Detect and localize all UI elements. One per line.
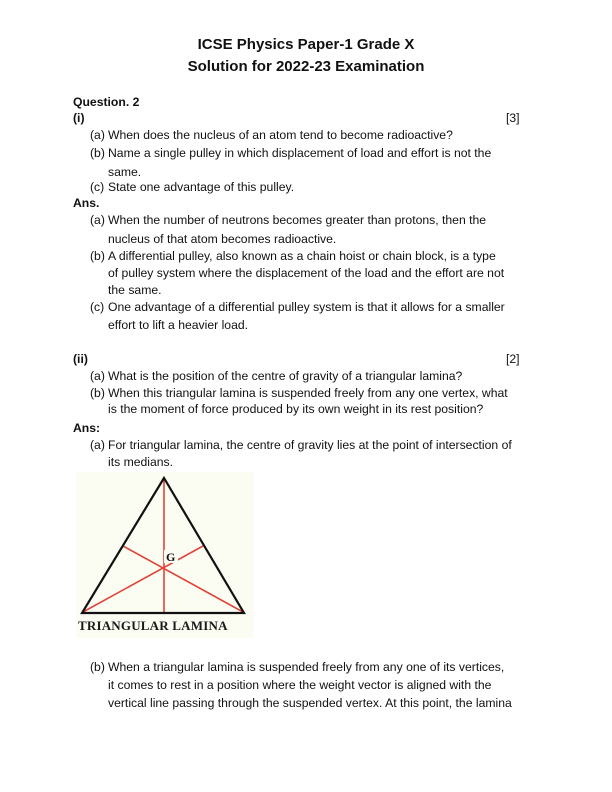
part-i-label: (i)	[73, 111, 85, 125]
centroid-label: G	[166, 550, 176, 564]
answer-i-c	[90, 299, 505, 316]
item-label: (b)	[90, 386, 105, 400]
question-i-b-cont: same.	[108, 165, 142, 179]
item-text: When this triangular lamina is suspended freely from any one vertex, what	[108, 386, 508, 400]
item-label: (c)	[90, 300, 105, 314]
item-label: (a)	[90, 369, 105, 383]
triangle-outline	[82, 478, 244, 613]
answer-ii-b-cont1: it comes to rest in a position where the weight vector is aligned with the	[108, 678, 492, 692]
answer-label-ii: Ans:	[73, 421, 101, 435]
question-i-a	[90, 127, 453, 144]
part-ii-marks: [2]	[506, 352, 520, 366]
answer-label-i: Ans.	[73, 196, 100, 210]
answer-i-b	[90, 248, 496, 265]
item-text: When does the nucleus of an atom tend to become radioactive?	[108, 128, 453, 142]
item-text: Name a single pulley in which displacement of load and effort is not the	[108, 146, 492, 160]
item-label: (a)	[90, 438, 105, 452]
document-subtitle: Solution for 2022-23 Examination	[187, 58, 425, 75]
answer-i-b-cont1: of pulley system where the displacement of the load and the effort are not	[108, 266, 505, 280]
document-title: ICSE Physics Paper-1 Grade X	[197, 36, 415, 53]
triangular-lamina-figure	[76, 472, 254, 638]
question-ii-a	[90, 368, 462, 385]
question-heading: Question. 2	[73, 95, 140, 109]
answer-ii-b-cont2: vertical line passing through the suspended vertex. At this point, the lamina	[108, 696, 512, 710]
item-label: (b)	[90, 146, 105, 160]
item-text: State one advantage of this pulley.	[108, 180, 295, 194]
median-line	[83, 546, 203, 612]
part-i-marks: [3]	[506, 111, 520, 125]
answer-i-a-cont: nucleus of that atom becomes radioactive.	[108, 232, 337, 246]
question-ii-b	[90, 385, 508, 402]
question-i-c	[90, 179, 294, 196]
figure-caption: TRIANGULAR LAMINA	[78, 618, 228, 633]
item-text: One advantage of a differential pulley system is that it allows for a smaller	[108, 300, 505, 314]
item-text: When a triangular lamina is suspended freely from any one of its vertices,	[108, 660, 505, 674]
item-text: A differential pulley, also known as a chain hoist or chain block, is a type	[108, 249, 496, 263]
item-label: (c)	[90, 180, 105, 194]
answer-ii-b	[90, 659, 504, 676]
answer-ii-a-cont: its medians.	[108, 455, 174, 469]
answer-i-a	[90, 212, 486, 229]
answer-ii-a	[90, 437, 512, 454]
item-text: What is the position of the centre of gravity of a triangular lamina?	[108, 369, 463, 383]
answer-i-b-cont2: the same.	[108, 283, 162, 297]
item-text: For triangular lamina, the centre of gravity lies at the point of intersection of	[108, 438, 512, 452]
question-ii-b-cont: is the moment of force produced by its own weight in its rest position?	[108, 402, 484, 416]
item-label: (b)	[90, 660, 105, 674]
part-ii-label: (ii)	[73, 352, 88, 366]
item-label: (b)	[90, 249, 105, 263]
item-label: (a)	[90, 213, 105, 227]
answer-i-c-cont: effort to lift a heavier load.	[108, 318, 249, 332]
question-i-b	[90, 145, 491, 162]
item-label: (a)	[90, 128, 105, 142]
item-text: When the number of neutrons becomes greater than protons, then the	[108, 213, 487, 227]
triangle-diagram	[76, 472, 254, 638]
